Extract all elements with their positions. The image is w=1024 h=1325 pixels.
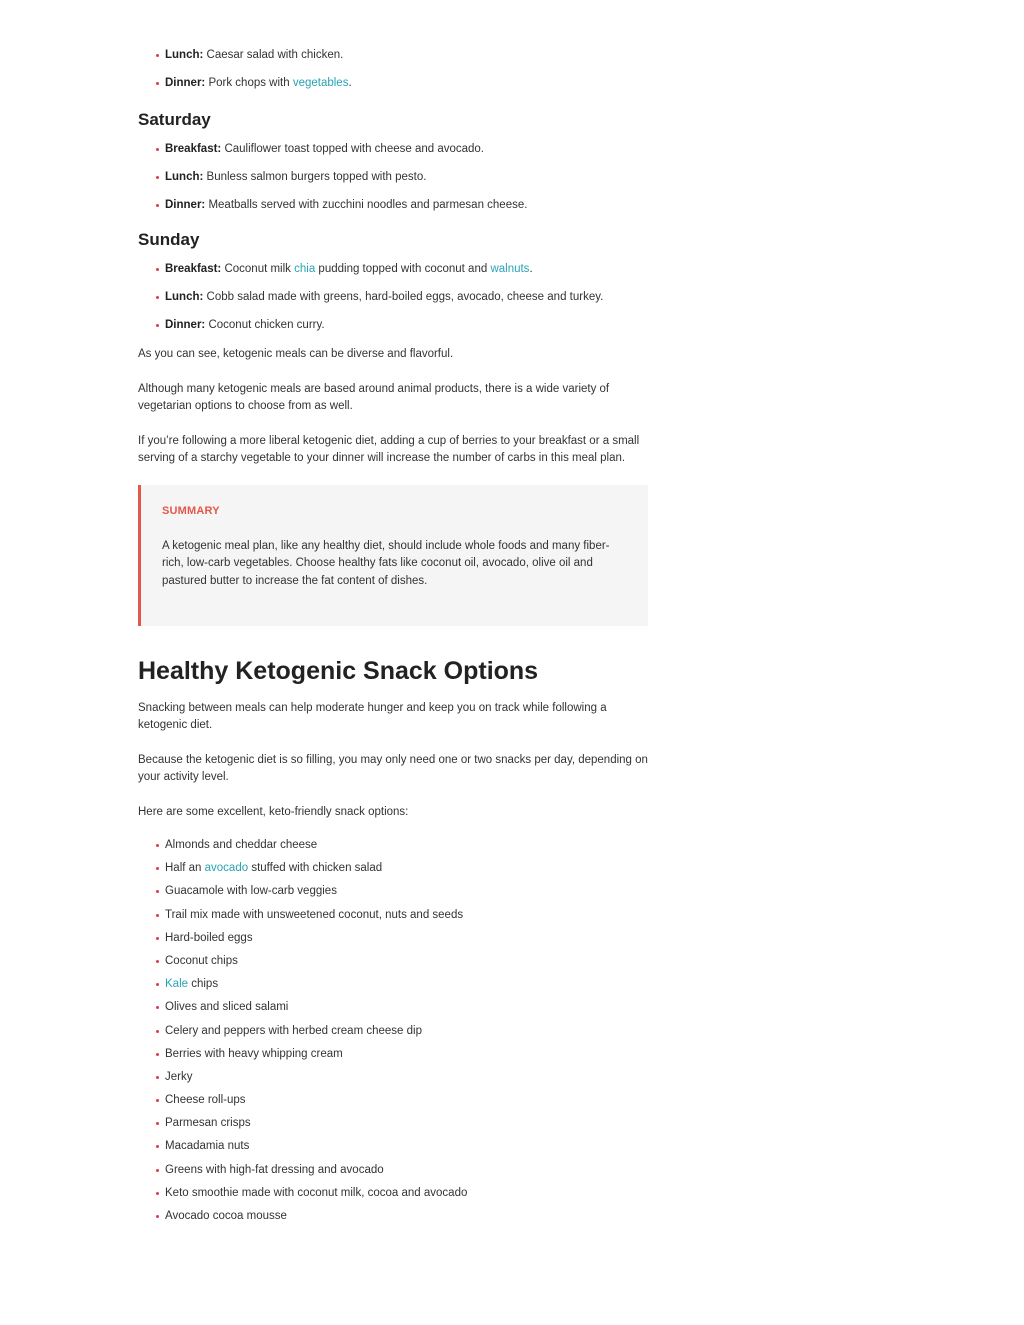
snack-section-heading: Healthy Ketogenic Snack Options <box>138 656 539 685</box>
avocado-link[interactable]: avocado <box>204 862 249 875</box>
meal-text: Pork chops with <box>208 77 293 89</box>
meal-item-dinner <box>165 198 650 212</box>
meal-label: Dinner: <box>165 319 206 331</box>
meal-label: Breakfast: <box>165 263 222 275</box>
meal-text: Caesar salad with chicken. <box>206 49 344 61</box>
list-item: Coconut chips <box>165 954 650 968</box>
meal-text: Coconut chicken curry. <box>208 319 325 331</box>
meal-item-lunch <box>165 170 650 184</box>
list-item <box>165 861 650 875</box>
meal-text: Bunless salmon burgers topped with pesto. <box>206 171 427 183</box>
list-item: Olives and sliced salami <box>165 1000 650 1014</box>
list-item <box>165 977 650 991</box>
sunday-meal-list <box>138 262 650 332</box>
body-paragraph: Snacking between meals can help moderate hunger and keep you on track while following a ketogenic diet. <box>138 701 607 731</box>
list-item: Jerky <box>165 1070 650 1084</box>
meal-label: Lunch: <box>165 49 204 61</box>
saturday-heading: Saturday <box>138 110 211 129</box>
meal-label: Dinner: <box>165 199 206 211</box>
list-item: Trail mix made with unsweetened coconut, nuts and seeds <box>165 908 650 922</box>
list-item: Guacamole with low-carb veggies <box>165 884 650 898</box>
friday-meal-list <box>138 48 650 90</box>
body-paragraph: Although many ketogenic meals are based around animal products, there is a wide variety of vegetarian options to choose from as well. <box>138 382 610 412</box>
list-item: Hard-boiled eggs <box>165 931 650 945</box>
meal-text: Meatballs served with zucchini noodles and parmesan cheese. <box>208 199 528 211</box>
meal-text-mid: pudding topped with coconut and <box>315 263 491 275</box>
meal-text: Coconut milk <box>224 263 295 275</box>
list-item: Parmesan crisps <box>165 1116 650 1130</box>
vegetables-link[interactable]: vegetables <box>292 77 349 89</box>
meal-label: Dinner: <box>165 77 206 89</box>
meal-item-lunch <box>165 48 650 62</box>
body-paragraph: As you can see, ketogenic meals can be diverse and flavorful. <box>138 348 454 360</box>
meal-item-dinner <box>165 76 650 90</box>
body-paragraph: If you’re following a more liberal ketogenic diet, adding a cup of berries to your breakfast or a small serving of a starchy vegetable to your dinner will increase the number of carbs in this meal plan. <box>138 434 640 464</box>
snack-list <box>138 838 650 1223</box>
list-item: Celery and peppers with herbed cream cheese dip <box>165 1024 650 1038</box>
saturday-meal-list <box>138 142 650 212</box>
meal-label: Lunch: <box>165 291 204 303</box>
list-item: Macadamia nuts <box>165 1139 650 1153</box>
sunday-heading: Sunday <box>138 230 200 249</box>
summary-label: SUMMARY <box>162 504 220 517</box>
meal-label: Breakfast: <box>165 143 222 155</box>
list-item-text: Half an <box>165 862 205 875</box>
meal-item-lunch <box>165 290 650 304</box>
list-item: Greens with high-fat dressing and avocado <box>165 1163 650 1177</box>
meal-label: Lunch: <box>165 171 204 183</box>
meal-item-breakfast <box>165 262 650 276</box>
meal-text-end: . <box>348 77 352 89</box>
meal-item-breakfast <box>165 142 650 156</box>
list-item: Almonds and cheddar cheese <box>165 838 650 852</box>
walnuts-link[interactable]: walnuts <box>490 263 530 275</box>
summary-text: A ketogenic meal plan, like any healthy diet, should include whole foods and many fiber-rich, low-carb vegetables. Choose healthy fats like coconut oil, avocado, olive oil and pastured butter to increase the fat content of dishes. <box>162 539 610 587</box>
list-item-text-end: chips <box>188 978 219 991</box>
article-content <box>138 0 650 1232</box>
body-paragraph: Because the ketogenic diet is so filling, you may only need one or two snacks per day, depending on your activity level. <box>138 753 648 783</box>
summary-box <box>138 485 648 626</box>
kale-link[interactable]: Kale <box>165 978 189 991</box>
chia-link[interactable]: chia <box>294 263 316 275</box>
list-item-text-end: stuffed with chicken salad <box>248 862 383 875</box>
list-item: Keto smoothie made with coconut milk, cocoa and avocado <box>165 1186 650 1200</box>
meal-text-end: . <box>529 263 533 275</box>
list-item: Cheese roll-ups <box>165 1093 650 1107</box>
meal-item-dinner <box>165 318 650 332</box>
list-item: Avocado cocoa mousse <box>165 1209 650 1223</box>
meal-text: Cauliflower toast topped with cheese and avocado. <box>224 143 485 155</box>
meal-text: Cobb salad made with greens, hard-boiled eggs, avocado, cheese and turkey. <box>206 291 604 303</box>
list-item: Berries with heavy whipping cream <box>165 1047 650 1061</box>
body-paragraph: Here are some excellent, keto-friendly snack options: <box>138 805 409 818</box>
